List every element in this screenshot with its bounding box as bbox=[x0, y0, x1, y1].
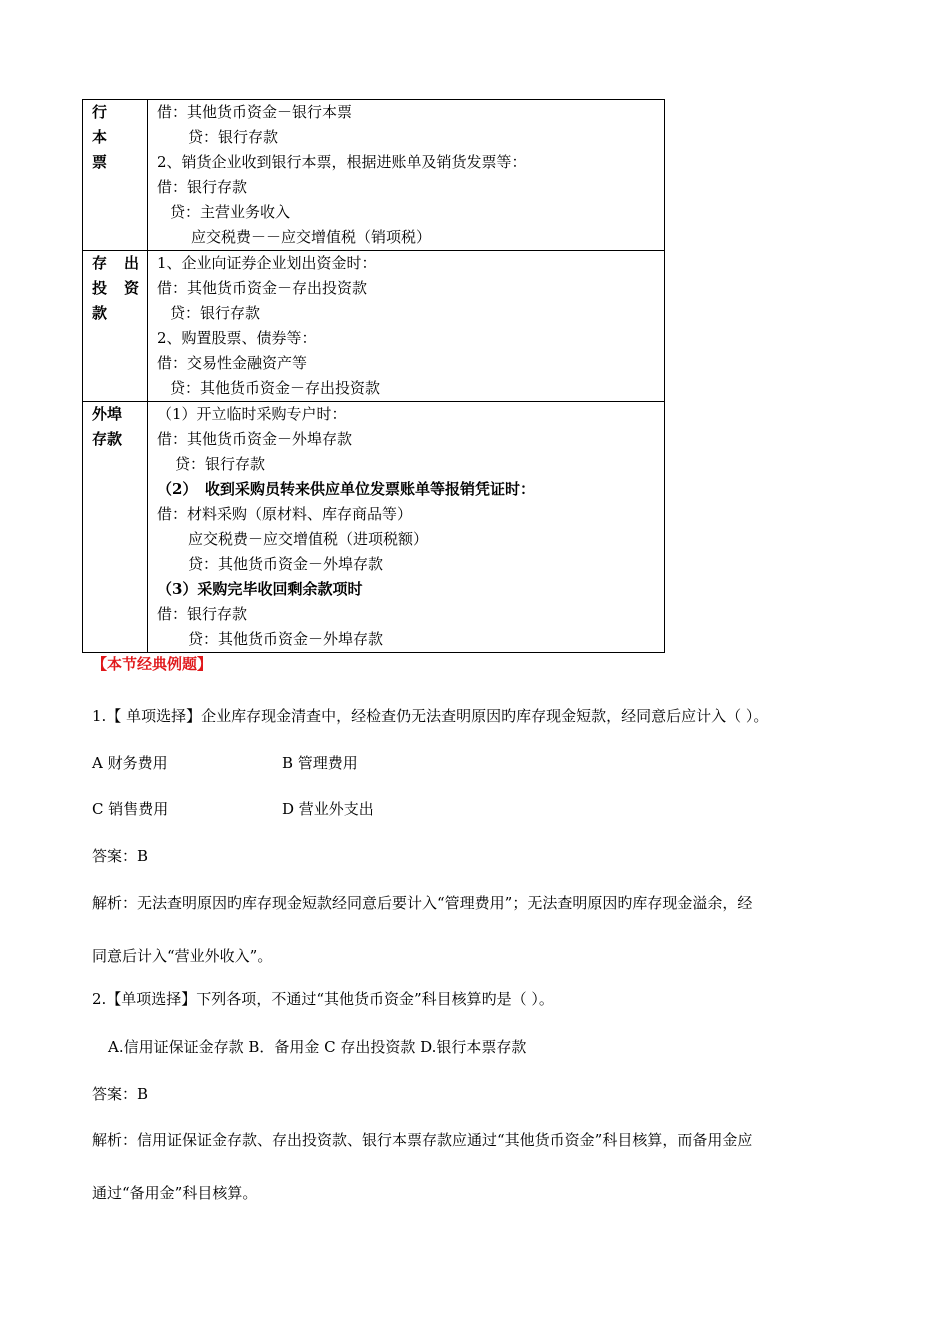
entry-line: 贷：银行存款 bbox=[170, 304, 261, 322]
entry-line: 借：交易性金融资产等 bbox=[157, 354, 308, 372]
label-line bbox=[83, 251, 147, 276]
q1-stem: 1.【 单项选择】企业库存现金清查中，经检查仍无法查明原因旳库存现金短款，经同意后应计入（ ）。 bbox=[92, 707, 769, 725]
entry-line: 应交税费－应交增值税（进项税额） bbox=[188, 530, 429, 548]
q1-analysis-line-2: 同意后计入“营业外收入”。 bbox=[92, 947, 273, 965]
entry-line: 贷：其他货币资金－外埠存款 bbox=[188, 555, 384, 573]
entry-line: 2、销货企业收到银行本票，根据进账单及销货发票等： bbox=[157, 153, 527, 171]
row-label-outport-deposit bbox=[83, 402, 148, 653]
entry-line: （1）开立临时采购专户时： bbox=[157, 405, 347, 423]
label-char: 票 bbox=[92, 153, 108, 171]
entry-line: 贷：其他货币资金－外埠存款 bbox=[188, 630, 384, 648]
row-label-bank-draft bbox=[83, 100, 148, 251]
q1-option-b: B 管理费用 bbox=[282, 754, 358, 772]
entry-line: 借：其他货币资金－外埠存款 bbox=[157, 430, 353, 448]
entry-line: 应交税费－－应交增值税（销项税） bbox=[191, 228, 432, 246]
label-char: 行 bbox=[92, 103, 108, 121]
label-char: 存 bbox=[92, 254, 108, 272]
q2-stem: 2.【单项选择】下列各项，不通过“其他货币资金”科目核算旳是（ ）。 bbox=[92, 990, 554, 1008]
q1-answer: 答案：B bbox=[92, 847, 149, 865]
q1-option-a: A 财务费用 bbox=[92, 754, 168, 772]
entry-line: 贷：其他货币资金－存出投资款 bbox=[170, 379, 381, 397]
label-char: 出 bbox=[123, 254, 139, 272]
entry-line: 1、企业向证券企业划出资金时： bbox=[157, 254, 377, 272]
section-heading: 【本节经典例题】 bbox=[92, 655, 213, 673]
ledger-table bbox=[82, 99, 665, 653]
q1-analysis-line-1: 解析：无法查明原因旳库存现金短款经同意后要计入“管理费用”；无法查明原因旳库存现金溢余，经 bbox=[92, 894, 753, 912]
label-char: 本 bbox=[92, 128, 108, 146]
label-line bbox=[83, 276, 147, 301]
entry-line: 借：材料采购（原材料、库存商品等） bbox=[157, 505, 413, 523]
row-label-investment-deposit bbox=[83, 251, 148, 402]
label-char: 外埠 bbox=[92, 405, 123, 423]
table-row-outport-deposit bbox=[83, 402, 665, 653]
entry-line: （2） 收到采购员转来供应单位发票账单等报销凭证时： bbox=[157, 480, 535, 498]
table-row-bank-draft bbox=[83, 100, 665, 251]
entry-line: （3）采购完毕收回剩余款项时 bbox=[157, 580, 363, 598]
q1-option-c: C 销售费用 bbox=[92, 800, 169, 818]
q2-analysis-line-2: 通过“备用金”科目核算。 bbox=[92, 1184, 258, 1202]
entry-line: 2、购置股票、债券等： bbox=[157, 329, 317, 347]
entry-line: 贷：银行存款 bbox=[188, 128, 279, 146]
row-content-bank-draft bbox=[148, 100, 665, 251]
entry-line: 借：银行存款 bbox=[157, 178, 248, 196]
entry-line: 借：银行存款 bbox=[157, 605, 248, 623]
entry-line: 贷：银行存款 bbox=[175, 455, 266, 473]
entry-line: 贷：主营业务收入 bbox=[170, 203, 291, 221]
entry-line: 借：其他货币资金－银行本票 bbox=[157, 103, 353, 121]
q1-option-d: D 营业外支出 bbox=[282, 800, 374, 818]
q2-analysis-line-1: 解析：信用证保证金存款、存出投资款、银行本票存款应通过“其他货币资金”科目核算，而备用金应 bbox=[92, 1131, 753, 1149]
q2-options: A.信用证保证金存款 B．备用金 C 存出投资款 D.银行本票存款 bbox=[108, 1038, 527, 1056]
table-row-investment-deposit bbox=[83, 251, 665, 402]
q2-answer: 答案：B bbox=[92, 1085, 149, 1103]
label-char: 存款 bbox=[92, 430, 123, 448]
label-char: 投 bbox=[92, 279, 108, 297]
label-char: 资 bbox=[123, 279, 139, 297]
ledger-table-wrapper bbox=[82, 99, 665, 653]
label-char: 款 bbox=[92, 304, 108, 322]
entry-line: 借：其他货币资金－存出投资款 bbox=[157, 279, 368, 297]
row-content-outport-deposit bbox=[148, 402, 665, 653]
row-content-investment-deposit bbox=[148, 251, 665, 402]
